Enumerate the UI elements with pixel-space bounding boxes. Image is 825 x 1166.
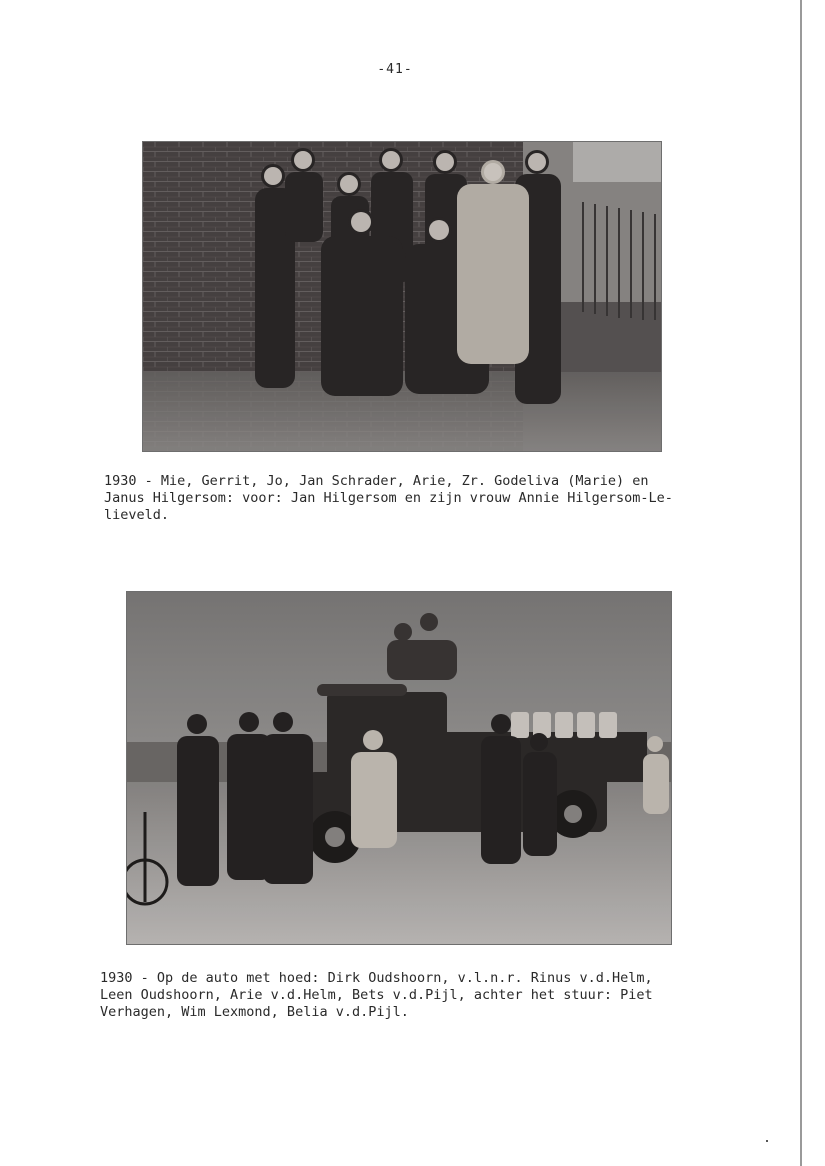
photo-group-portrait-1930 (142, 141, 662, 452)
caption-line: lieveld. (104, 507, 170, 523)
photo-2-caption (100, 970, 653, 1021)
page-number: -41- (377, 62, 413, 77)
caption-line: Janus Hilgersom: voor: Jan Hilgersom en zijn vrouw Annie Hilgersom-Le- (104, 490, 673, 506)
page-edge-line (800, 0, 802, 1166)
scan-speck (766, 1140, 768, 1142)
caption-line: Verhagen, Wim Lexmond, Belia v.d.Pijl. (100, 1004, 409, 1020)
group-portrait-image (143, 142, 661, 451)
caption-line: Leen Oudshoorn, Arie v.d.Helm, Bets v.d.Pijl, achter het stuur: Piet (100, 987, 653, 1003)
truck-group-image (127, 592, 671, 944)
photo-truck-group-1930 (126, 591, 672, 945)
caption-line: 1930 - Op de auto met hoed: Dirk Oudshoorn, v.l.n.r. Rinus v.d.Helm, (100, 970, 653, 986)
caption-line: 1930 - Mie, Gerrit, Jo, Jan Schrader, Arie, Zr. Godeliva (Marie) en (104, 473, 649, 489)
photo-1-caption (104, 473, 673, 524)
